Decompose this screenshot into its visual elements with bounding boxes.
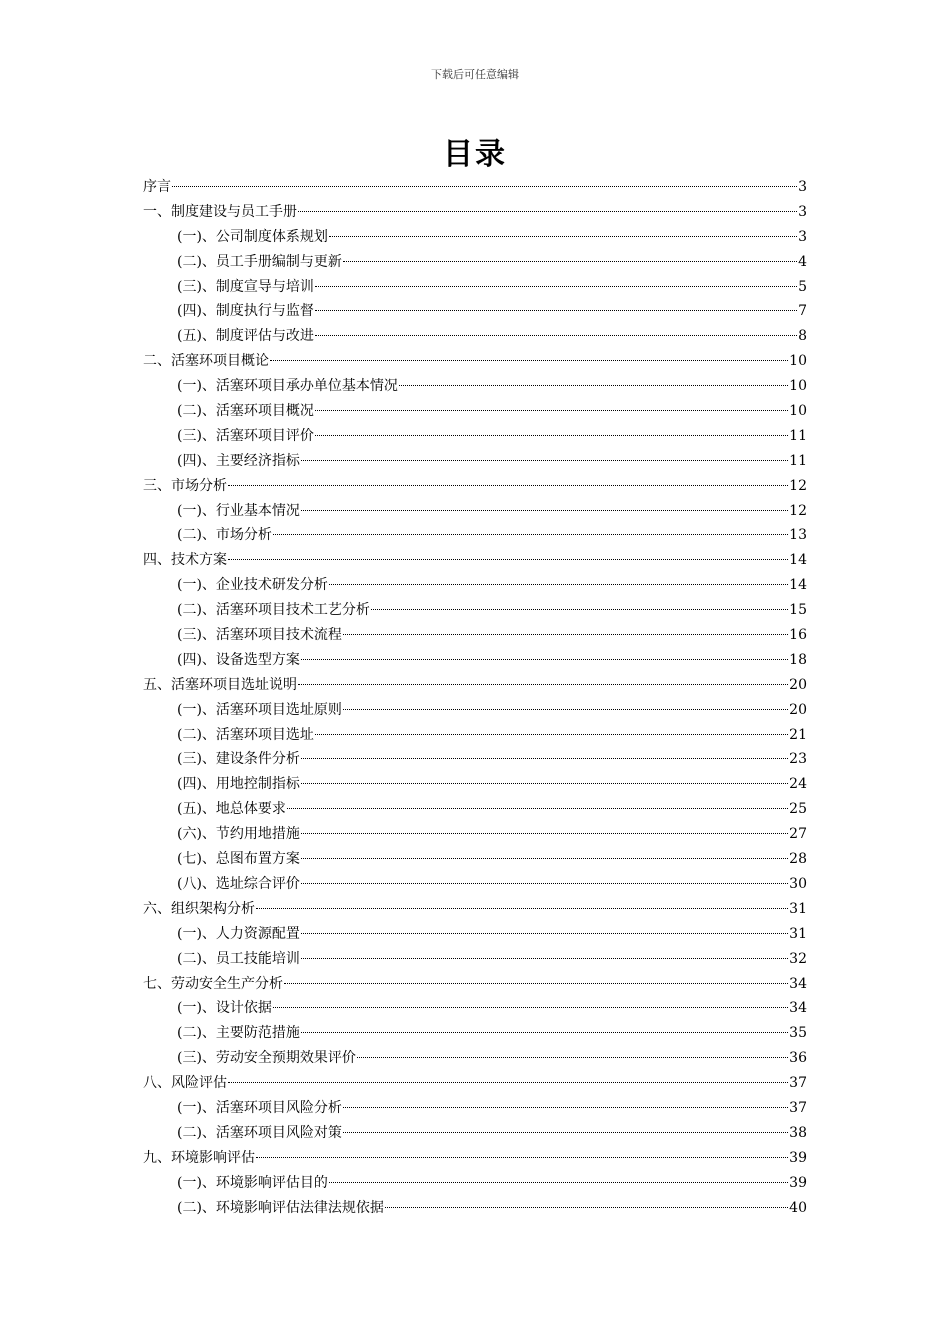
toc-entry-label: (四)、制度执行与监督 <box>177 303 314 320</box>
toc-entry-label: (二)、活塞环项目选址 <box>177 726 314 743</box>
toc-entry-label: (二)、活塞环项目风险对策 <box>177 1124 342 1141</box>
toc-entry-label: (二)、员工技能培训 <box>177 950 300 967</box>
toc-entry[interactable] <box>143 897 807 922</box>
toc-entry[interactable] <box>143 1021 807 1046</box>
toc-entry-page-number: 20 <box>789 701 807 718</box>
toc-entry[interactable] <box>143 996 807 1021</box>
toc-entry-page-number: 39 <box>789 1149 807 1166</box>
toc-entry-label: (四)、用地控制指标 <box>177 776 300 793</box>
toc-entry-label: (一)、活塞环项目选址原则 <box>177 701 342 718</box>
toc-entry-page-number: 28 <box>789 851 807 868</box>
toc-entry[interactable] <box>143 598 807 623</box>
toc-leader-dots <box>287 807 788 809</box>
toc-entry-page-number: 3 <box>798 228 807 245</box>
toc-leader-dots <box>301 882 788 884</box>
toc-entry-label: (四)、主要经济指标 <box>177 452 300 469</box>
toc-entry-page-number: 14 <box>789 552 807 569</box>
toc-entry-page-number: 12 <box>789 502 807 519</box>
toc-entry[interactable] <box>143 523 807 548</box>
toc-entry-label: (一)、公司制度体系规划 <box>177 228 328 245</box>
toc-entry-page-number: 11 <box>789 427 807 444</box>
toc-leader-dots <box>315 285 797 287</box>
toc-entry-page-number: 20 <box>789 676 807 693</box>
toc-entry-label: 九、环境影响评估 <box>143 1149 255 1166</box>
toc-leader-dots <box>343 1106 788 1108</box>
toc-leader-dots <box>172 185 797 187</box>
toc-entry-page-number: 3 <box>798 179 807 195</box>
toc-entry-label: (三)、建设条件分析 <box>177 751 300 768</box>
toc-entry[interactable] <box>143 623 807 648</box>
toc-leader-dots <box>357 1056 788 1058</box>
toc-entry[interactable] <box>143 822 807 847</box>
toc-entry[interactable] <box>143 424 807 449</box>
toc-entry-page-number: 35 <box>789 1025 807 1042</box>
toc-entry-label: (二)、活塞环项目技术工艺分析 <box>177 602 370 619</box>
toc-entry[interactable] <box>143 947 807 972</box>
toc-entry-page-number: 27 <box>789 826 807 843</box>
toc-entry-label: 序言 <box>143 179 171 195</box>
toc-entry-page-number: 8 <box>798 328 807 345</box>
toc-leader-dots <box>301 832 788 834</box>
toc-entry-label: (五)、制度评估与改进 <box>177 328 314 345</box>
toc-leader-dots <box>270 359 788 361</box>
toc-entry-page-number: 18 <box>789 651 807 668</box>
toc-entry[interactable] <box>143 648 807 673</box>
toc-leader-dots <box>256 1156 788 1158</box>
toc-entry-page-number: 15 <box>789 602 807 619</box>
toc-entry[interactable] <box>143 698 807 723</box>
toc-entry-page-number: 37 <box>789 1099 807 1116</box>
toc-entry[interactable] <box>143 449 807 474</box>
toc-entry-page-number: 31 <box>789 925 807 942</box>
toc-entry-page-number: 10 <box>789 378 807 395</box>
toc-entry-label: (一)、活塞环项目风险分析 <box>177 1099 342 1116</box>
toc-entry-label: (七)、总图布置方案 <box>177 851 300 868</box>
toc-entry-page-number: 38 <box>789 1124 807 1141</box>
toc-entry-label: (八)、选址综合评价 <box>177 875 300 892</box>
toc-leader-dots <box>343 260 797 262</box>
toc-entry[interactable] <box>143 250 807 275</box>
toc-leader-dots <box>315 733 788 735</box>
toc-entry[interactable] <box>143 922 807 947</box>
toc-leader-dots <box>301 782 788 784</box>
toc-entry[interactable] <box>143 1046 807 1071</box>
toc-entry-page-number: 39 <box>789 1174 807 1191</box>
toc-entry[interactable] <box>143 1071 807 1096</box>
toc-leader-dots <box>399 384 788 386</box>
table-of-contents <box>143 175 807 1220</box>
toc-entry-page-number: 13 <box>789 527 807 544</box>
toc-leader-dots <box>298 210 797 212</box>
toc-leader-dots <box>329 1181 788 1183</box>
toc-entry[interactable] <box>143 200 807 225</box>
toc-entry-label: (三)、活塞环项目评价 <box>177 427 314 444</box>
toc-entry-page-number: 7 <box>798 303 807 320</box>
toc-entry[interactable] <box>143 374 807 399</box>
toc-entry-page-number: 10 <box>789 403 807 420</box>
toc-entry-label: (六)、节约用地措施 <box>177 826 300 843</box>
toc-entry-label: (一)、环境影响评估目的 <box>177 1174 328 1191</box>
toc-leader-dots <box>228 1081 788 1083</box>
toc-entry-label: 八、风险评估 <box>143 1075 227 1092</box>
toc-entry[interactable] <box>143 1121 807 1146</box>
toc-entry-label: (一)、设计依据 <box>177 1000 272 1017</box>
toc-entry[interactable] <box>143 723 807 748</box>
toc-entry-label: 四、技术方案 <box>143 552 227 569</box>
toc-entry-label: 一、制度建设与员工手册 <box>143 203 297 220</box>
toc-entry-label: (一)、行业基本情况 <box>177 502 300 519</box>
toc-entry-page-number: 5 <box>798 278 807 295</box>
toc-entry-label: (四)、设备选型方案 <box>177 651 300 668</box>
toc-entry-page-number: 36 <box>789 1050 807 1067</box>
toc-entry[interactable] <box>143 747 807 772</box>
toc-leader-dots <box>273 1006 788 1008</box>
toc-entry[interactable] <box>143 474 807 499</box>
toc-entry-page-number: 31 <box>789 900 807 917</box>
toc-entry-page-number: 34 <box>789 1000 807 1017</box>
toc-entry-page-number: 14 <box>789 577 807 594</box>
toc-entry-page-number: 4 <box>798 253 807 270</box>
toc-entry[interactable] <box>143 573 807 598</box>
toc-leader-dots <box>228 558 788 560</box>
toc-entry-page-number: 3 <box>798 203 807 220</box>
document-title: 目录 <box>443 137 507 172</box>
toc-entry-page-number: 37 <box>789 1075 807 1092</box>
toc-entry-label: (二)、员工手册编制与更新 <box>177 253 342 270</box>
toc-leader-dots <box>301 509 788 511</box>
toc-leader-dots <box>301 757 788 759</box>
toc-leader-dots <box>315 309 797 311</box>
toc-entry-label: 五、活塞环项目选址说明 <box>143 676 297 693</box>
toc-leader-dots <box>343 633 788 635</box>
toc-entry[interactable] <box>143 972 807 997</box>
toc-entry-label: 七、劳动安全生产分析 <box>143 975 283 992</box>
toc-entry-page-number: 16 <box>789 627 807 644</box>
toc-entry[interactable] <box>143 872 807 897</box>
toc-entry-label: (一)、人力资源配置 <box>177 925 300 942</box>
toc-leader-dots <box>315 434 788 436</box>
toc-entry-page-number: 21 <box>789 726 807 743</box>
toc-entry[interactable] <box>143 772 807 797</box>
toc-leader-dots <box>315 409 788 411</box>
toc-entry-label: (二)、主要防范措施 <box>177 1025 300 1042</box>
toc-leader-dots <box>385 1206 788 1208</box>
toc-entry[interactable] <box>143 349 807 374</box>
toc-entry-label: (三)、制度宣导与培训 <box>177 278 314 295</box>
toc-entry-label: 六、组织架构分析 <box>143 900 255 917</box>
toc-entry[interactable] <box>143 324 807 349</box>
toc-entry-page-number: 24 <box>789 776 807 793</box>
toc-entry[interactable] <box>143 225 807 250</box>
toc-entry[interactable] <box>143 847 807 872</box>
toc-leader-dots <box>284 982 788 984</box>
toc-entry[interactable] <box>143 1146 807 1171</box>
toc-leader-dots <box>301 1031 788 1033</box>
toc-entry-label: (三)、劳动安全预期效果评价 <box>177 1050 356 1067</box>
toc-entry-page-number: 40 <box>789 1199 807 1216</box>
toc-entry[interactable] <box>143 299 807 324</box>
toc-leader-dots <box>371 608 788 610</box>
toc-entry-page-number: 32 <box>789 950 807 967</box>
page-header: 下载后可任意编辑 <box>431 68 519 81</box>
toc-leader-dots <box>228 484 788 486</box>
toc-entry-page-number: 12 <box>789 477 807 494</box>
toc-entry[interactable] <box>143 1171 807 1196</box>
toc-entry-page-number: 25 <box>789 801 807 818</box>
toc-entry[interactable] <box>143 499 807 524</box>
toc-entry[interactable] <box>143 1196 807 1221</box>
toc-entry-label: (三)、活塞环项目技术流程 <box>177 627 342 644</box>
toc-entry-label: 二、活塞环项目概论 <box>143 353 269 370</box>
toc-leader-dots <box>301 459 788 461</box>
toc-leader-dots <box>343 708 788 710</box>
toc-entry-page-number: 34 <box>789 975 807 992</box>
toc-entry[interactable] <box>143 399 807 424</box>
toc-entry-label: (二)、环境影响评估法律法规依据 <box>177 1199 384 1216</box>
toc-entry[interactable] <box>143 548 807 573</box>
toc-leader-dots <box>301 658 788 660</box>
toc-entry[interactable] <box>143 175 807 200</box>
toc-entry-label: 三、市场分析 <box>143 477 227 494</box>
toc-leader-dots <box>256 907 788 909</box>
toc-entry-page-number: 23 <box>789 751 807 768</box>
toc-entry-label: (二)、活塞环项目概况 <box>177 403 314 420</box>
toc-entry-page-number: 30 <box>789 875 807 892</box>
toc-entry[interactable] <box>143 1096 807 1121</box>
toc-leader-dots <box>301 857 788 859</box>
toc-entry[interactable] <box>143 275 807 300</box>
toc-leader-dots <box>329 583 788 585</box>
toc-entry-label: (二)、市场分析 <box>177 527 272 544</box>
toc-entry-label: (一)、企业技术研发分析 <box>177 577 328 594</box>
toc-leader-dots <box>329 235 797 237</box>
toc-leader-dots <box>273 533 788 535</box>
toc-entry[interactable] <box>143 673 807 698</box>
toc-entry[interactable] <box>143 797 807 822</box>
toc-entry-label: (五)、地总体要求 <box>177 801 286 818</box>
toc-leader-dots <box>315 334 797 336</box>
toc-entry-page-number: 10 <box>789 353 807 370</box>
toc-leader-dots <box>301 932 788 934</box>
toc-entry-label: (一)、活塞环项目承办单位基本情况 <box>177 378 398 395</box>
toc-leader-dots <box>298 683 788 685</box>
toc-leader-dots <box>301 957 788 959</box>
toc-leader-dots <box>343 1131 788 1133</box>
toc-entry-page-number: 11 <box>789 452 807 469</box>
